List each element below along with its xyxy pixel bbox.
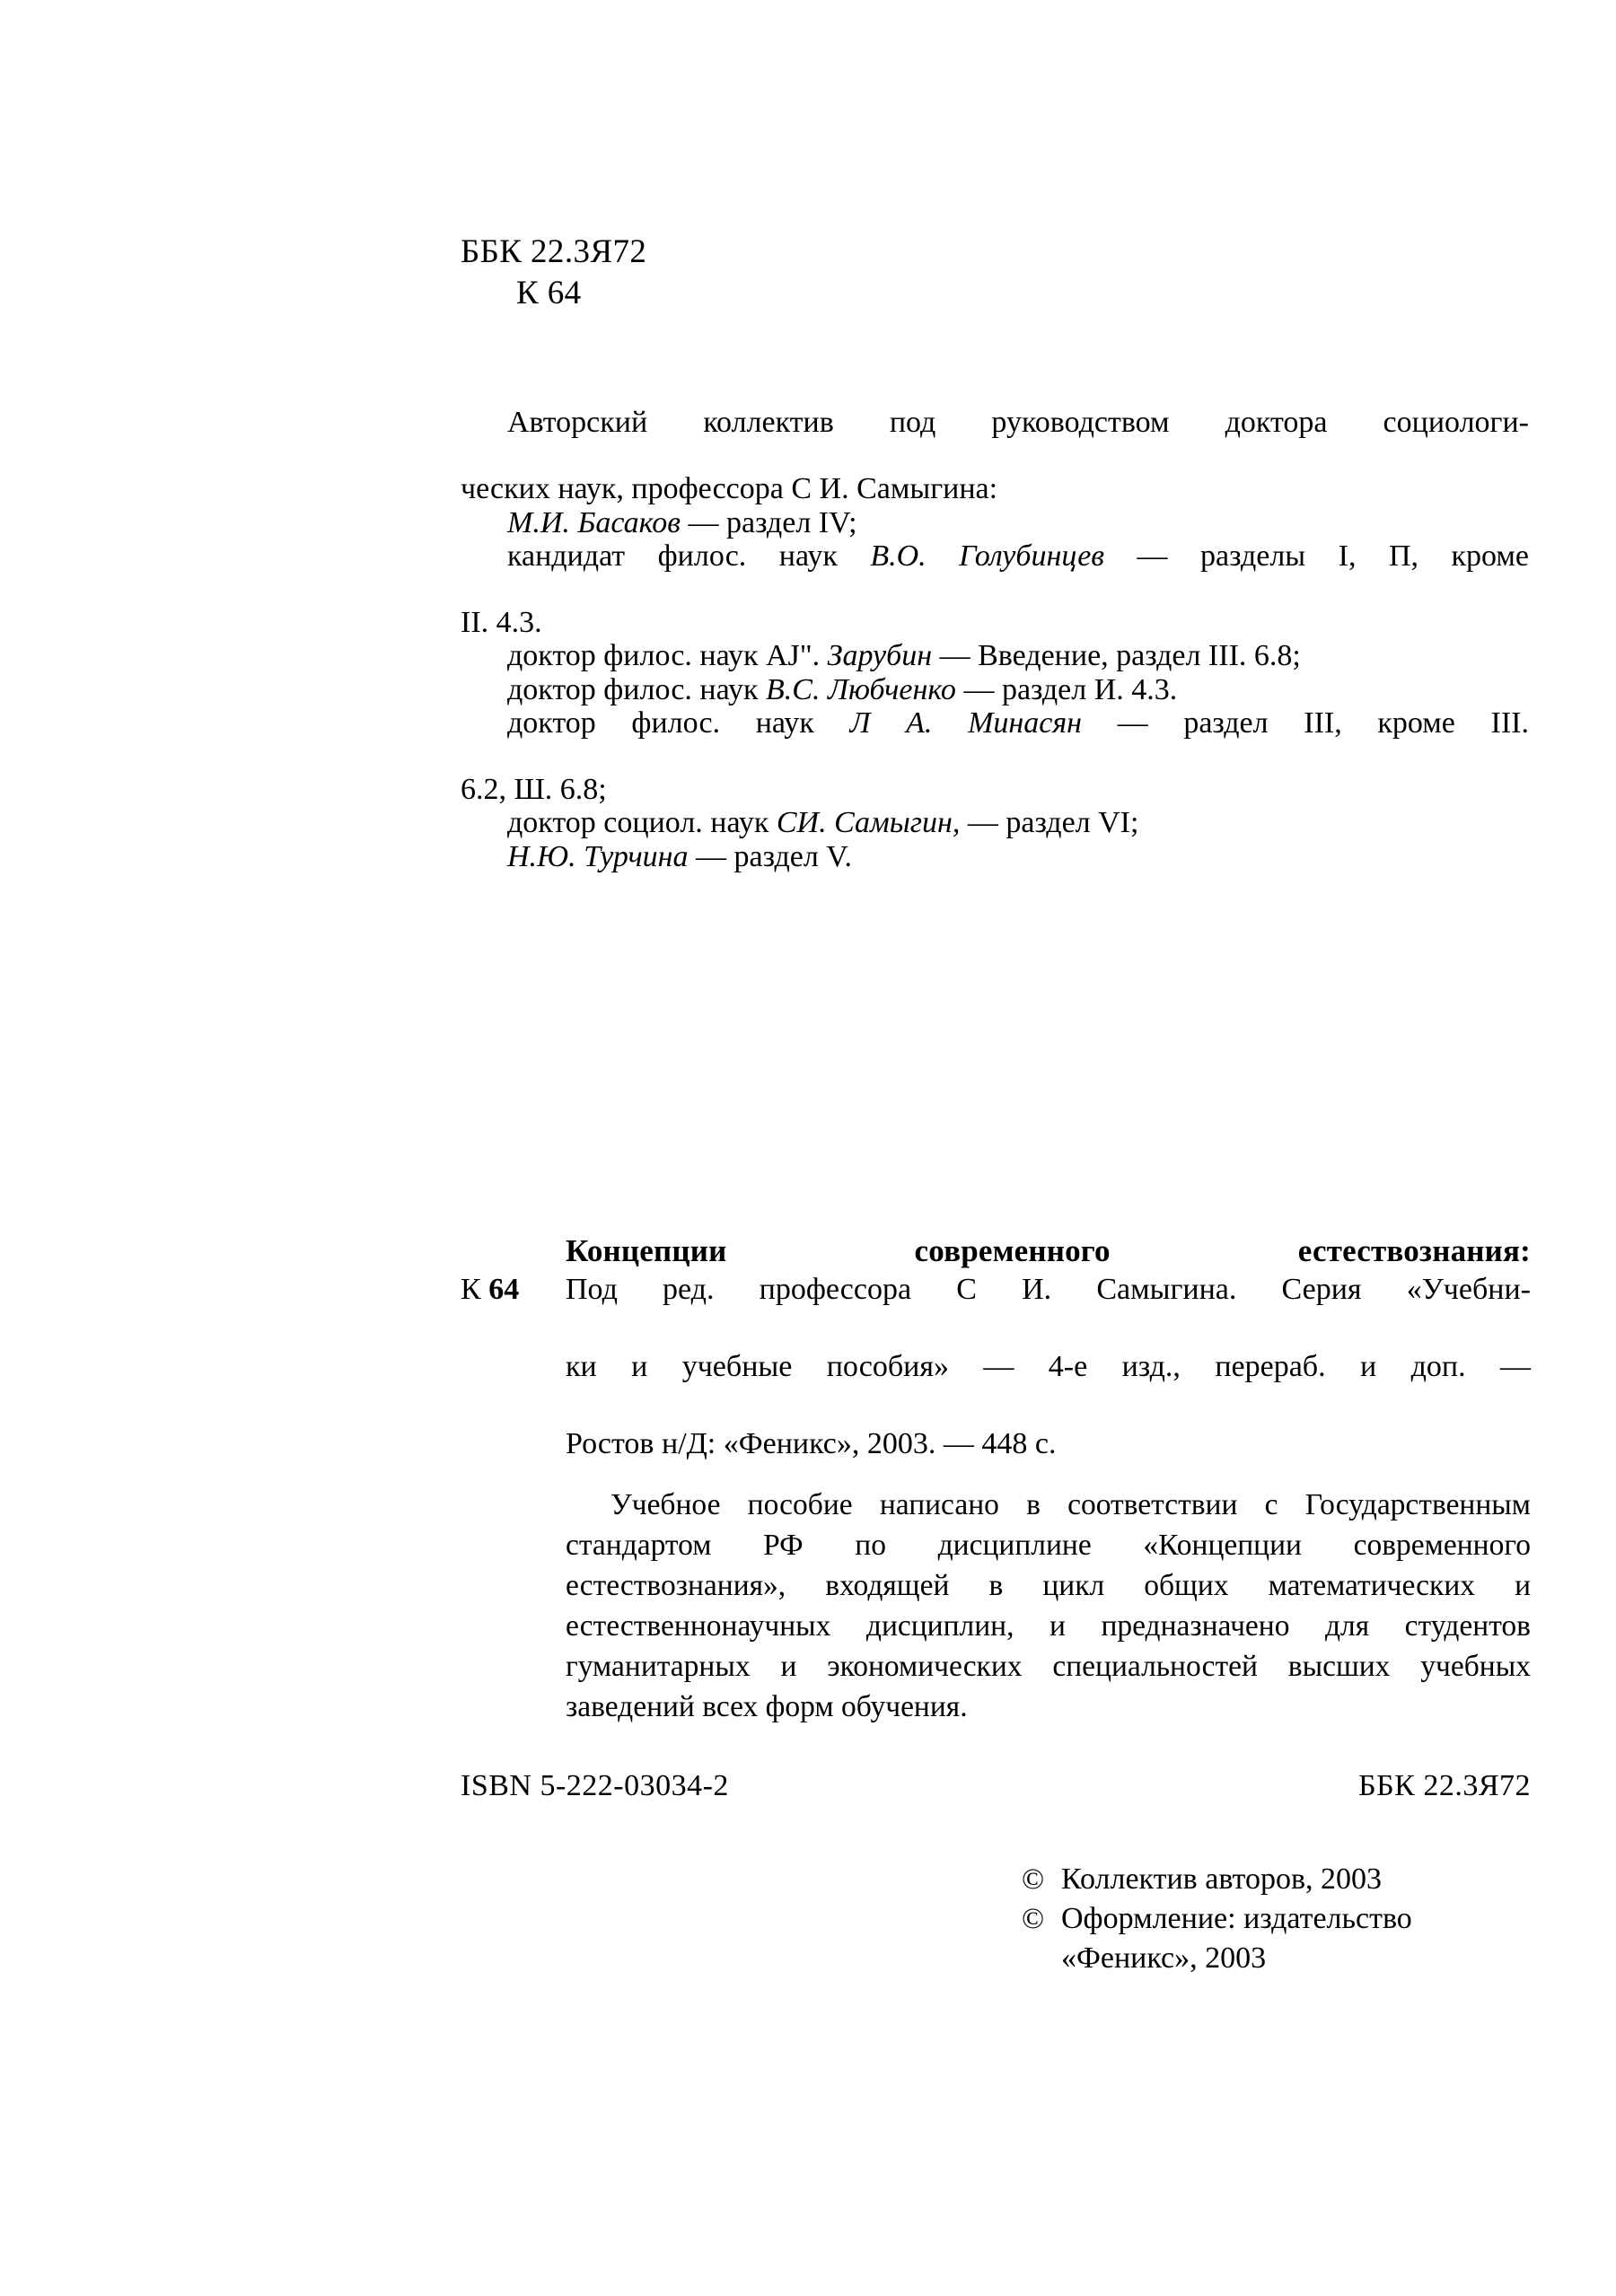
author-sections-samygin: — раздел VI; [960,806,1139,840]
cip-shelfmark-letter: К [461,1273,481,1306]
authors-lead-paragraph [461,406,1529,472]
cip-body-line-2: ки и учебные пособия» — 4-е изд., перераб. и доп. — [566,1350,1531,1383]
author-entry-golubintsev [461,539,1529,606]
copyright-line-publisher [1022,1939,1533,1978]
author-name-basakov: М.И. Басаков [507,505,681,539]
author-sections-minasyan: — раздел III, кроме III. [1082,705,1529,740]
author-degree-minasyan: доктор филос. наук [507,705,850,740]
author-entry-minasyan [461,706,1529,773]
cip-body-line-3: Ростов н/Д: «Феникс», 2003. — 448 с. [566,1427,1057,1460]
author-degree-zarubin: доктор филос. наук AJ". [507,639,828,673]
author-sections-basakov: — раздел IV; [681,505,857,539]
author-entry-zarubin [461,639,1529,672]
authors-lead-line-2: ческих наук, профессора С И. Самыгина: [461,472,998,506]
author-name-minasyan: Л А. Минасян [849,705,1083,740]
author-entry-minasyan-cont [461,773,1529,806]
bbk-shelfmark: К 64 [516,275,582,311]
author-degree-golubintsev: кандидат филос. наук [507,539,871,573]
cip-body-line-1: Под ред. профессора С И. Самыгина. Серия «Учебни- [566,1273,1531,1306]
copyright-line-design [1022,1899,1533,1939]
author-entry-basakov [461,506,1529,539]
copyright-design-text: Оформление: издательство [1061,1902,1412,1935]
cip-shelfmark [461,1270,566,1309]
author-entry-lyubchenko [461,673,1529,706]
cip-title-block [461,1231,1531,1463]
annotation-paragraph: Учебное пособие написано в соответствии с Государственным стандартом РФ по дисциплине «Концепции современного естествознания», входящей в цикл общих математических и естественнонаучных дисциплин, и предназначено для студентов гуманитарных и экономических специальностей высших учебных заведений всех форм обучения. [566,1488,1531,1723]
copyright-icon: © [1022,1863,1045,1896]
author-sections-lyubchenko: — раздел И. 4.3. [955,672,1178,706]
author-sections-zarubin: — Введение, раздел III. 6.8; [932,639,1301,673]
cip-body-row [461,1270,1531,1463]
author-entry-turchina [461,840,1529,873]
author-sections-turchina: — раздел V. [688,839,852,873]
author-degree-lyubchenko: доктор филос. наук [507,672,766,706]
isbn-bbk-row [461,1766,1531,1806]
copyright-publisher-text: «Феникс», 2003 [1061,1941,1267,1975]
author-name-golubintsev: В.О. Голубинцев [870,539,1105,573]
copyright-icon-2: © [1022,1903,1045,1935]
authors-lead-line-2-wrap [461,472,1529,505]
book-title-word-1: Концепции [566,1233,727,1268]
book-title-word-3: естествознания: [1297,1233,1531,1268]
authors-lead-line-1: Авторский коллектив под руководством доктора социологи- [507,406,1529,439]
cip-body-text [566,1270,1531,1463]
bbk-value: ББК 22.3Я72 [1358,1769,1531,1802]
copyright-line-authors [1022,1860,1533,1899]
author-sections-golubintsev: — разделы I, П, кроме [1104,539,1529,573]
bbk-classification-header [461,232,838,314]
copyright-authors-text: Коллектив авторов, 2003 [1061,1862,1382,1896]
author-sections-golubintsev-cont: II. 4.3. [461,606,542,640]
author-name-samygin: СИ. Самыгин, [776,806,961,840]
bbk-classification-code: ББК 22.3Я72 [461,233,647,270]
author-name-zarubin: Зарубин [827,639,933,673]
author-name-turchina: Н.Ю. Турчина [507,839,689,873]
author-entry-golubintsev-cont [461,606,1529,639]
copyright-block [1022,1860,1533,1978]
author-name-lyubchenko: В.С. Любченко [766,672,956,706]
author-sections-minasyan-cont: 6.2, Ш. 6.8; [461,773,607,807]
book-title-heading [566,1231,1531,1270]
book-title-word-2: современного [914,1233,1111,1268]
author-entry-samygin [461,806,1529,839]
author-degree-samygin: доктор социол. наук [507,806,777,840]
isbn-value: ISBN 5-222-03034-2 [461,1769,729,1802]
cip-shelfmark-number: 64 [488,1273,520,1306]
authors-collective-block [461,406,1529,873]
